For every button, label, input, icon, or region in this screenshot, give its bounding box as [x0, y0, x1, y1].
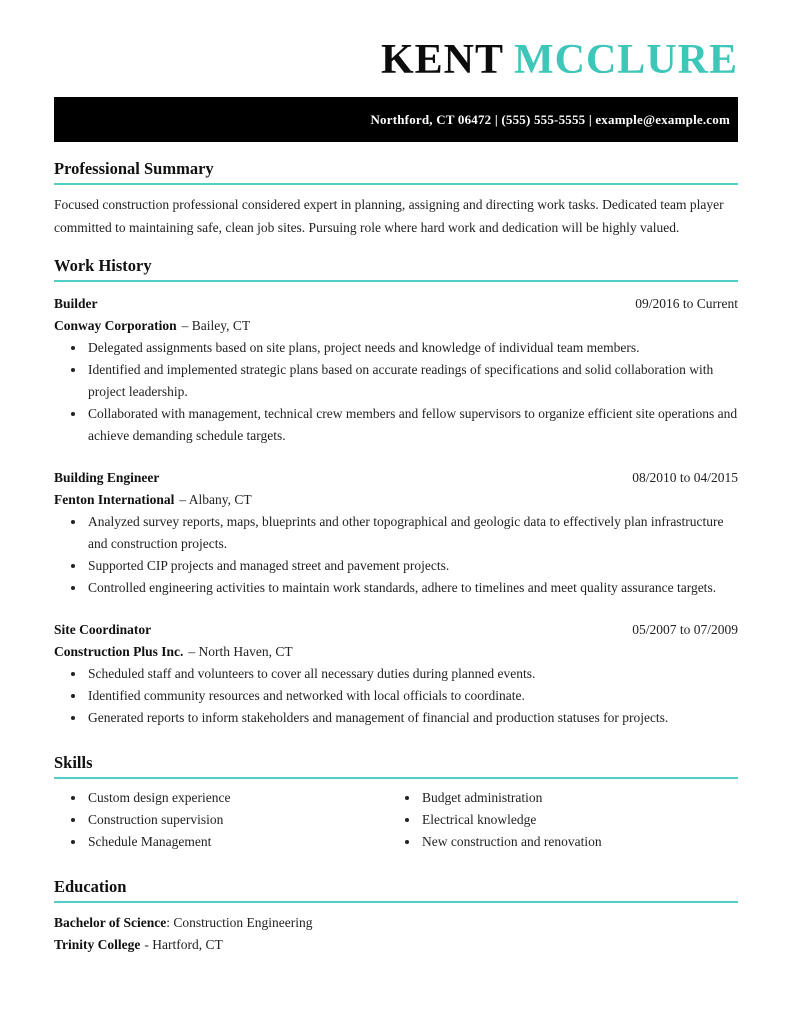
- job-header: [54, 467, 738, 489]
- education-degree: Bachelor of Science: [54, 915, 167, 930]
- education-title: Education: [54, 877, 738, 903]
- skills-title: Skills: [54, 753, 738, 779]
- skills-list-left: [54, 787, 396, 853]
- education-school-line: [54, 934, 738, 956]
- education-school: Trinity College: [54, 937, 141, 952]
- job-role: Builder: [54, 296, 98, 311]
- job-company: Construction Plus Inc.: [54, 644, 184, 659]
- skills-column-right: [396, 787, 738, 853]
- job-bullet: • Supported CIP projects and managed street and pavement projects.: [86, 555, 738, 577]
- job-bullet: • Identified and implemented strategic plans based on accurate readings of specifications and solid collaboration with project leadership.: [86, 359, 738, 403]
- education-school-location: - Hartford, CT: [144, 937, 223, 952]
- education-degree-line: [54, 912, 738, 934]
- job-bullet: • Identified community resources and networked with local officials to coordinate.: [86, 685, 738, 707]
- skills-columns: [54, 787, 738, 853]
- skill-item: • Construction supervision: [86, 809, 396, 831]
- candidate-first-name: KENT: [380, 37, 504, 83]
- job-bullet-list: [54, 663, 738, 729]
- job-bullet: • Delegated assignments based on site plans, project needs and knowledge of individual team members.: [86, 337, 738, 359]
- job-company-line: [54, 641, 738, 663]
- candidate-name: [54, 36, 738, 84]
- work-history-title: Work History: [54, 256, 738, 282]
- contact-info: Northford, CT 06472 | (555) 555-5555 | example@example.com: [370, 111, 730, 127]
- job-dates: 05/2007 to 07/2009: [632, 622, 738, 637]
- job-bullet: • Scheduled staff and volunteers to cover all necessary duties during planned events.: [86, 663, 738, 685]
- skill-item: • Electrical knowledge: [420, 809, 738, 831]
- job-bullet-list: [54, 511, 738, 599]
- skills-list-right: [396, 787, 738, 853]
- skills-column-left: [54, 787, 396, 853]
- professional-summary-text: Focused construction professional considered expert in planning, assigning and directing work tasks. Dedicated team player committed to maintaining safe, clean job sites. Pursuing role where hard work and dedication will be highly valued.: [54, 197, 724, 235]
- job-company-line: [54, 489, 738, 511]
- skill-item: • Custom design experience: [86, 787, 396, 809]
- job-bullet: • Controlled engineering activities to maintain work standards, adhere to timelines and meet quality assurance targets.: [86, 577, 738, 599]
- contact-bar: [54, 97, 738, 142]
- job-bullet: • Collaborated with management, technical crew members and fellow supervisors to organize efficient site operations and achieve demanding schedule targets.: [86, 403, 738, 447]
- job-header: [54, 293, 738, 315]
- education-degree-field: : Construction Engineering: [166, 915, 313, 930]
- job-location: – Bailey, CT: [181, 318, 251, 333]
- job-entry: [54, 467, 738, 599]
- section-professional-summary: [54, 159, 738, 239]
- job-company: Conway Corporation: [54, 318, 177, 333]
- job-location: – Albany, CT: [179, 492, 252, 507]
- section-skills: [54, 753, 738, 853]
- job-header: [54, 619, 738, 641]
- job-dates: 08/2010 to 04/2015: [632, 470, 738, 485]
- job-bullet-list: [54, 337, 738, 447]
- job-dates: 09/2016 to Current: [635, 296, 738, 311]
- job-company: Fenton International: [54, 492, 175, 507]
- job-role: Building Engineer: [54, 470, 160, 485]
- education-block: [54, 912, 738, 956]
- job-entry: [54, 293, 738, 447]
- job-company-line: [54, 315, 738, 337]
- job-bullet: • Generated reports to inform stakeholders and management of financial and production statuses for projects.: [86, 707, 738, 729]
- job-location: – North Haven, CT: [188, 644, 293, 659]
- section-work-history: [54, 256, 738, 729]
- professional-summary-title: Professional Summary: [54, 159, 738, 185]
- job-bullet: • Analyzed survey reports, maps, blueprints and other topographical and geologic data to effectively plan infrastructure and construction projects.: [86, 511, 738, 555]
- candidate-last-name: MCCLURE: [514, 37, 738, 83]
- job-role: Site Coordinator: [54, 622, 152, 637]
- section-education: [54, 877, 738, 956]
- skill-item: • Schedule Management: [86, 831, 396, 853]
- skill-item: • New construction and renovation: [420, 831, 738, 853]
- skill-item: • Budget administration: [420, 787, 738, 809]
- job-entry: [54, 619, 738, 729]
